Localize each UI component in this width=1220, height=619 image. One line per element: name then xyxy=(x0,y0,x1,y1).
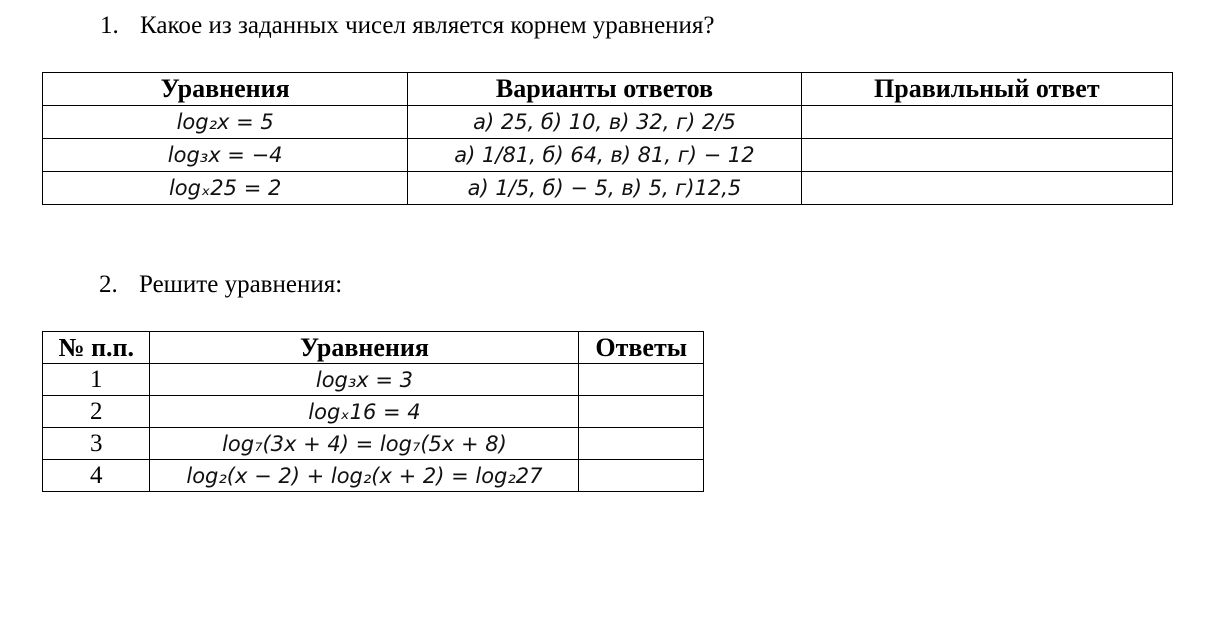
column-header-options: Варианты ответов xyxy=(408,73,801,106)
row-number-cell: 4 xyxy=(43,460,150,492)
equation-cell: log₃x = 3 xyxy=(150,364,579,396)
question-1-text: Какое из заданных чисел является корнем уравнения? xyxy=(140,12,715,39)
question-1-number: 1. xyxy=(100,12,119,39)
question-2-text: Решите уравнения: xyxy=(139,271,343,298)
column-header-number: № п.п. xyxy=(43,332,150,364)
table-row xyxy=(43,106,1173,139)
row-number-cell: 1 xyxy=(43,364,150,396)
equation-cell: logₓ25 = 2 xyxy=(43,172,408,205)
answer-cell[interactable] xyxy=(579,396,704,428)
column-header-correct-answer: Правильный ответ xyxy=(801,73,1172,106)
question-2-heading xyxy=(99,270,342,300)
question-1-heading xyxy=(100,11,715,41)
question-2-number: 2. xyxy=(99,271,118,298)
question-1-table xyxy=(42,72,1173,205)
table-row xyxy=(43,172,1173,205)
equation-cell: log₂x = 5 xyxy=(43,106,408,139)
equation-cell: logₓ16 = 4 xyxy=(150,396,579,428)
answer-cell[interactable] xyxy=(801,139,1172,172)
column-header-equations: Уравнения xyxy=(43,73,408,106)
answer-cell[interactable] xyxy=(579,428,704,460)
row-number-cell: 2 xyxy=(43,396,150,428)
options-cell: а) 25, б) 10, в) 32, г) 2/5 xyxy=(408,106,801,139)
equation-cell: log₃x = −4 xyxy=(43,139,408,172)
equation-cell: log₇(3x + 4) = log₇(5x + 8) xyxy=(150,428,579,460)
column-header-answers: Ответы xyxy=(579,332,704,364)
options-cell: а) 1/81, б) 64, в) 81, г) − 12 xyxy=(408,139,801,172)
table-row xyxy=(43,139,1173,172)
options-cell: а) 1/5, б) − 5, в) 5, г)12,5 xyxy=(408,172,801,205)
answer-cell[interactable] xyxy=(801,172,1172,205)
row-number-cell: 3 xyxy=(43,428,150,460)
answer-cell[interactable] xyxy=(801,106,1172,139)
table-header-row xyxy=(43,73,1173,106)
table-row xyxy=(43,396,704,428)
column-header-equations: Уравнения xyxy=(150,332,579,364)
equation-cell: log₂(x − 2) + log₂(x + 2) = log₂27 xyxy=(150,460,579,492)
table-header-row xyxy=(43,332,704,364)
answer-cell[interactable] xyxy=(579,364,704,396)
answer-cell[interactable] xyxy=(579,460,704,492)
table-row xyxy=(43,428,704,460)
table-row xyxy=(43,460,704,492)
question-2-table xyxy=(42,331,704,492)
table-row xyxy=(43,364,704,396)
